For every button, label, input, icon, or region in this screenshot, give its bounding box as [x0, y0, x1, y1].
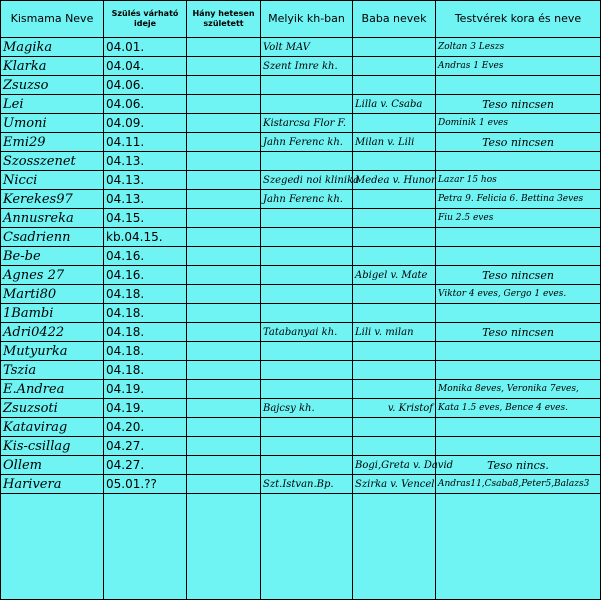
cell-date: 04.18. — [104, 285, 187, 304]
cell-baby — [353, 342, 436, 361]
cell-date: 04.04. — [104, 57, 187, 76]
cell-name: Katavirag — [1, 418, 104, 437]
cell-weeks — [187, 152, 261, 171]
cell-siblings — [436, 304, 601, 323]
cell-siblings: Teso nincsen — [436, 133, 601, 152]
cell-baby: Medea v. Hunor — [353, 171, 436, 190]
cell-weeks — [187, 209, 261, 228]
cell-baby — [353, 418, 436, 437]
cell-siblings — [436, 76, 601, 95]
table-row — [1, 437, 601, 456]
cell-hospital — [261, 285, 353, 304]
cell-date: 04.27. — [104, 456, 187, 475]
empty-row — [1, 494, 601, 600]
cell-hospital — [261, 247, 353, 266]
cell-weeks — [187, 285, 261, 304]
cell-hospital — [261, 304, 353, 323]
cell-siblings: Petra 9. Felicia 6. Bettina 3eves — [436, 190, 601, 209]
table-row — [1, 418, 601, 437]
cell-siblings: Lazar 15 hos — [436, 171, 601, 190]
cell-date: 04.11. — [104, 133, 187, 152]
cell-date: 04.13. — [104, 171, 187, 190]
cell-weeks — [187, 133, 261, 152]
cell-date: 04.18. — [104, 361, 187, 380]
table-row — [1, 342, 601, 361]
cell-siblings: Viktor 4 eves, Gergo 1 eves. — [436, 285, 601, 304]
table-row — [1, 323, 601, 342]
cell-weeks — [187, 475, 261, 494]
cell-hospital — [261, 95, 353, 114]
cell-date: 04.01. — [104, 38, 187, 57]
cell-weeks — [187, 38, 261, 57]
cell-date: 04.16. — [104, 247, 187, 266]
cell-baby: Lili v. milan — [353, 323, 436, 342]
cell-date: 04.06. — [104, 76, 187, 95]
cell-weeks — [187, 95, 261, 114]
table-row — [1, 171, 601, 190]
cell-name: Nicci — [1, 171, 104, 190]
cell-siblings: Monika 8eves, Veronika 7eves, — [436, 380, 601, 399]
cell-weeks — [187, 304, 261, 323]
empty-cell — [353, 494, 436, 600]
cell-weeks — [187, 399, 261, 418]
cell-date: 04.16. — [104, 266, 187, 285]
cell-siblings: Andras11,Csaba8,Peter5,Balazs3 — [436, 475, 601, 494]
cell-baby — [353, 190, 436, 209]
cell-weeks — [187, 76, 261, 95]
cell-name: Harivera — [1, 475, 104, 494]
cell-date: 04.13. — [104, 152, 187, 171]
cell-hospital: Kistarcsa Flor F. — [261, 114, 353, 133]
cell-hospital — [261, 152, 353, 171]
cell-hospital: Volt MAV — [261, 38, 353, 57]
cell-siblings: Andras 1 Eves — [436, 57, 601, 76]
cell-name: Lei — [1, 95, 104, 114]
cell-hospital — [261, 437, 353, 456]
cell-name: Umoni — [1, 114, 104, 133]
cell-baby — [353, 437, 436, 456]
table-row — [1, 95, 601, 114]
cell-baby — [353, 228, 436, 247]
table-row — [1, 304, 601, 323]
cell-siblings: Dominik 1 eves — [436, 114, 601, 133]
empty-cell — [436, 494, 601, 600]
cell-weeks — [187, 418, 261, 437]
cell-baby — [353, 247, 436, 266]
cell-siblings: Teso nincsen — [436, 323, 601, 342]
cell-name: E.Andrea — [1, 380, 104, 399]
table-row — [1, 380, 601, 399]
table-row — [1, 38, 601, 57]
cell-weeks — [187, 456, 261, 475]
table-row — [1, 361, 601, 380]
cell-name: Emi29 — [1, 133, 104, 152]
table-row — [1, 114, 601, 133]
cell-siblings — [436, 247, 601, 266]
cell-hospital: Szent Imre kh. — [261, 57, 353, 76]
cell-date: 04.13. — [104, 190, 187, 209]
cell-hospital — [261, 380, 353, 399]
cell-date: 04.18. — [104, 304, 187, 323]
table-row — [1, 247, 601, 266]
cell-weeks — [187, 114, 261, 133]
cell-siblings — [436, 152, 601, 171]
cell-hospital: Szt.Istvan.Bp. — [261, 475, 353, 494]
cell-baby: Bogi,Greta v. David — [353, 456, 436, 475]
cell-siblings: Teso nincs. — [436, 456, 601, 475]
cell-siblings — [436, 342, 601, 361]
cell-baby — [353, 38, 436, 57]
table-row — [1, 209, 601, 228]
cell-name: Kis-csillag — [1, 437, 104, 456]
table-row — [1, 228, 601, 247]
cell-hospital — [261, 418, 353, 437]
cell-name: Tszia — [1, 361, 104, 380]
cell-baby: Milan v. Lili — [353, 133, 436, 152]
cell-name: Mutyurka — [1, 342, 104, 361]
cell-baby: Lilla v. Csaba — [353, 95, 436, 114]
cell-hospital — [261, 266, 353, 285]
table-row — [1, 133, 601, 152]
header-siblings: Testvérek kora és neve — [436, 1, 601, 38]
header-weeks: Hány hetesen született — [187, 1, 261, 38]
cell-name: Adri0422 — [1, 323, 104, 342]
cell-baby: Szirka v. Vencel — [353, 475, 436, 494]
cell-name: Csadrienn — [1, 228, 104, 247]
cell-siblings — [436, 418, 601, 437]
cell-name: Kerekes97 — [1, 190, 104, 209]
table-row — [1, 76, 601, 95]
header-name: Kismama Neve — [1, 1, 104, 38]
cell-weeks — [187, 361, 261, 380]
cell-baby — [353, 209, 436, 228]
cell-hospital: Jahn Ferenc kh. — [261, 133, 353, 152]
cell-weeks — [187, 380, 261, 399]
cell-baby — [353, 114, 436, 133]
cell-date: 04.19. — [104, 380, 187, 399]
cell-baby — [353, 304, 436, 323]
cell-date: 04.20. — [104, 418, 187, 437]
cell-hospital: Jahn Ferenc kh. — [261, 190, 353, 209]
cell-siblings — [436, 437, 601, 456]
cell-date: 04.18. — [104, 323, 187, 342]
cell-baby — [353, 152, 436, 171]
cell-date: 04.19. — [104, 399, 187, 418]
empty-cell — [261, 494, 353, 600]
cell-baby — [353, 380, 436, 399]
cell-baby — [353, 361, 436, 380]
header-hospital: Melyik kh-ban — [261, 1, 353, 38]
cell-hospital — [261, 361, 353, 380]
cell-hospital: Bajcsy kh. — [261, 399, 353, 418]
cell-weeks — [187, 228, 261, 247]
table-row — [1, 266, 601, 285]
cell-hospital — [261, 76, 353, 95]
cell-siblings: Kata 1.5 eves, Bence 4 eves. — [436, 399, 601, 418]
cell-hospital — [261, 456, 353, 475]
cell-baby: Abigel v. Mate — [353, 266, 436, 285]
cell-name: Magika — [1, 38, 104, 57]
cell-hospital: Tatabanyai kh. — [261, 323, 353, 342]
header-date: Szülés várható ideje — [104, 1, 187, 38]
table-row — [1, 456, 601, 475]
cell-name: Agnes 27 — [1, 266, 104, 285]
header-baby: Baba nevek — [353, 1, 436, 38]
cell-hospital: Szegedi noi klinika — [261, 171, 353, 190]
cell-date: 04.27. — [104, 437, 187, 456]
table-row — [1, 285, 601, 304]
cell-baby — [353, 285, 436, 304]
cell-weeks — [187, 190, 261, 209]
cell-hospital — [261, 342, 353, 361]
cell-name: Zsuzso — [1, 76, 104, 95]
table-row — [1, 57, 601, 76]
cell-date: 04.15. — [104, 209, 187, 228]
cell-weeks — [187, 171, 261, 190]
cell-siblings: Teso nincsen — [436, 266, 601, 285]
cell-name: Zsuzsoti — [1, 399, 104, 418]
cell-siblings — [436, 361, 601, 380]
cell-weeks — [187, 57, 261, 76]
cell-baby — [353, 57, 436, 76]
table-row — [1, 399, 601, 418]
cell-baby: v. Kristof — [353, 399, 436, 418]
cell-siblings: Zoltan 3 Leszs — [436, 38, 601, 57]
cell-hospital — [261, 209, 353, 228]
cell-name: Klarka — [1, 57, 104, 76]
cell-date: kb.04.15. — [104, 228, 187, 247]
cell-siblings — [436, 228, 601, 247]
cell-weeks — [187, 323, 261, 342]
cell-name: Ollem — [1, 456, 104, 475]
cell-name: Szosszenet — [1, 152, 104, 171]
cell-date: 04.06. — [104, 95, 187, 114]
header-row — [1, 1, 601, 38]
cell-name: 1Bambi — [1, 304, 104, 323]
cell-weeks — [187, 437, 261, 456]
cell-siblings: Teso nincsen — [436, 95, 601, 114]
empty-cell — [104, 494, 187, 600]
cell-hospital — [261, 228, 353, 247]
cell-weeks — [187, 247, 261, 266]
cell-weeks — [187, 266, 261, 285]
cell-name: Annusreka — [1, 209, 104, 228]
empty-cell — [1, 494, 104, 600]
cell-baby — [353, 76, 436, 95]
table-row — [1, 190, 601, 209]
cell-date: 05.01.?? — [104, 475, 187, 494]
cell-name: Marti80 — [1, 285, 104, 304]
cell-name: Be-be — [1, 247, 104, 266]
table-row — [1, 152, 601, 171]
cell-date: 04.18. — [104, 342, 187, 361]
cell-siblings: Fiu 2.5 eves — [436, 209, 601, 228]
empty-cell — [187, 494, 261, 600]
cell-weeks — [187, 342, 261, 361]
cell-date: 04.09. — [104, 114, 187, 133]
table-row — [1, 475, 601, 494]
